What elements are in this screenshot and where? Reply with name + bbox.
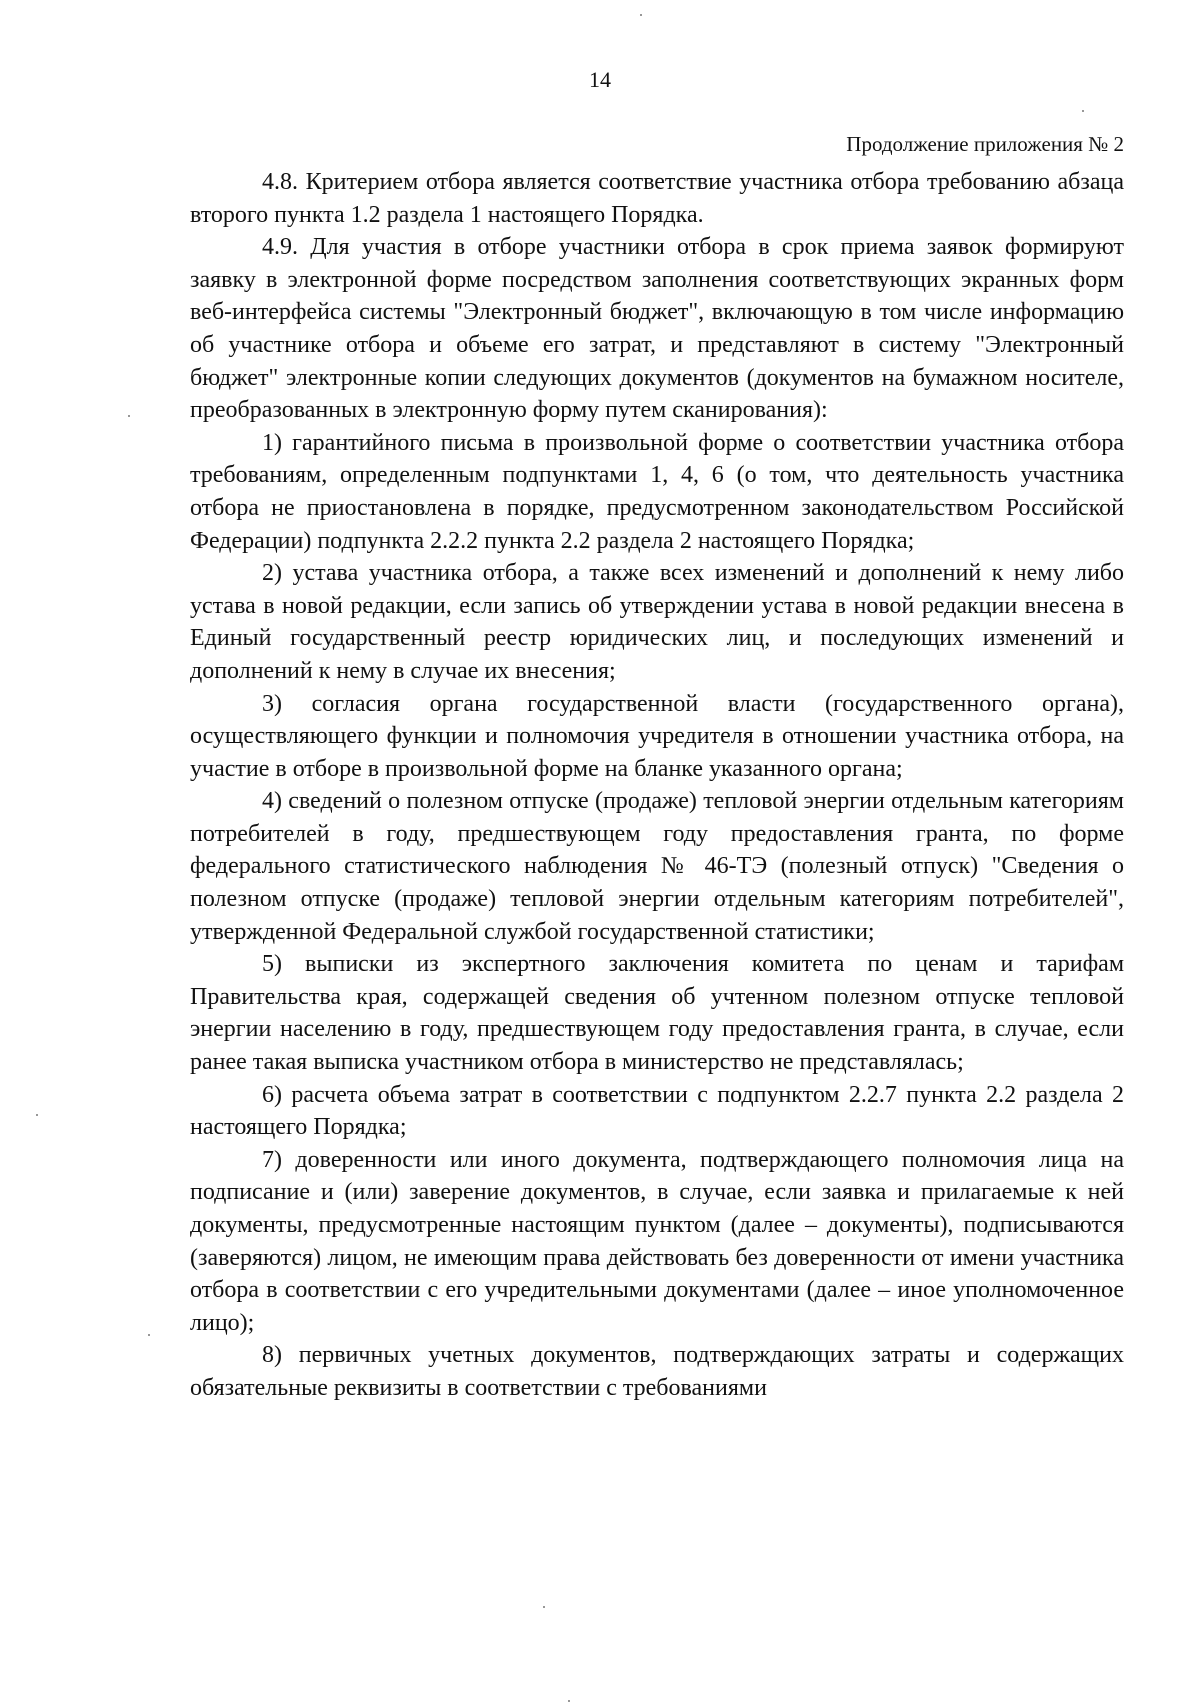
list-item-5: 5) выписки из экспертного заключения комитета по ценам и тарифам Правительства края, содержащей сведения об учтенном полезном отпуске тепловой энергии населению в году, предшествующем году предоставления гранта, в случае, если ранее такая выписка участником отбора в министерство не представлялась;: [190, 951, 1124, 1076]
scan-speck: [640, 14, 642, 16]
paragraph-4-9: 4.9. Для участия в отборе участники отбора в срок приема заявок формируют заявку в электронной форме посредством заполнения соответствующих экранных форм веб-интерфейса системы "Электронный бюджет", включающую в том числе информацию об участнике отбора и объеме его затрат, и представляют в систему "Электронный бюджет" электронные копии следующих документов (документов на бумажном носителе, преобразованных в электронную форму путем сканирования):: [190, 234, 1124, 424]
paragraph-4-8: 4.8. Критерием отбора является соответствие участника отбора требованию абзаца второго пункта 1.2 раздела 1 настоящего Порядка.: [190, 169, 1124, 228]
list-item-6: 6) расчета объема затрат в соответствии с подпунктом 2.2.7 пункта 2.2 раздела 2 настоящего Порядка;: [190, 1081, 1124, 1141]
appendix-continuation-note: Продолжение приложения № 2: [846, 132, 1124, 156]
scan-speck: [128, 415, 130, 417]
list-item-3: 3) согласия органа государственной власти (государственного органа), осуществляющего функции и полномочия учредителя в отношении участника отбора, на участие в отборе в произвольной форме на бланке указанного органа;: [190, 690, 1124, 782]
list-item-7: 7) доверенности или иного документа, подтверждающего полномочия лица на подписание и (или) заверение документов, в случае, если заявка и прилагаемые к ней документы, предусмотренные настоящим пунктом (далее – документы), подписываются (заверяются) лицом, не имеющим права действовать без доверенности от имени участника отбора в соответствии с его учредительными документами (далее – иное уполномоченное лицо);: [190, 1146, 1124, 1336]
scan-speck: [1082, 110, 1084, 112]
scan-speck: [36, 1114, 38, 1116]
list-item-2: 2) устава участника отбора, а также всех изменений и дополнений к нему либо устава в новой редакции, если запись об утверждении устава в новой редакции внесена в Единый государственный реестр юридических лиц, и последующих изменений и дополнений к нему в случае их внесения;: [190, 560, 1124, 684]
list-item-8: 8) первичных учетных документов, подтверждающих затраты и содержащих обязательные реквизиты в соответствии с требованиями: [190, 1342, 1124, 1401]
list-item-4: 4) сведений о полезном отпуске (продаже) тепловой энергии отдельным категориям потребителей в году, предшествующем году предоставления гранта, по форме федерального статистического наблюдения № 46-ТЭ (полезный отпуск) "Сведения о полезном отпуске (продаже) тепловой энергии отдельным категориям потребителей", утвержденной Федеральной службой государственной статистики;: [190, 788, 1124, 945]
page-number: 14: [589, 67, 611, 92]
list-item-1: 1) гарантийного письма в произвольной форме о соответствии участника отбора требованиям, определенным подпунктами 1, 4, 6 (о том, что деятельность участника отбора не приостановлена в порядке, предусмотренном законодательством Российской Федерации) подпункта 2.2.2 пункта 2.2 раздела 2 настоящего Порядка;: [190, 429, 1124, 554]
scan-speck: [148, 1334, 150, 1336]
scan-speck: [568, 1700, 570, 1702]
document-body: [190, 166, 1124, 1405]
scan-speck: [543, 1606, 545, 1608]
